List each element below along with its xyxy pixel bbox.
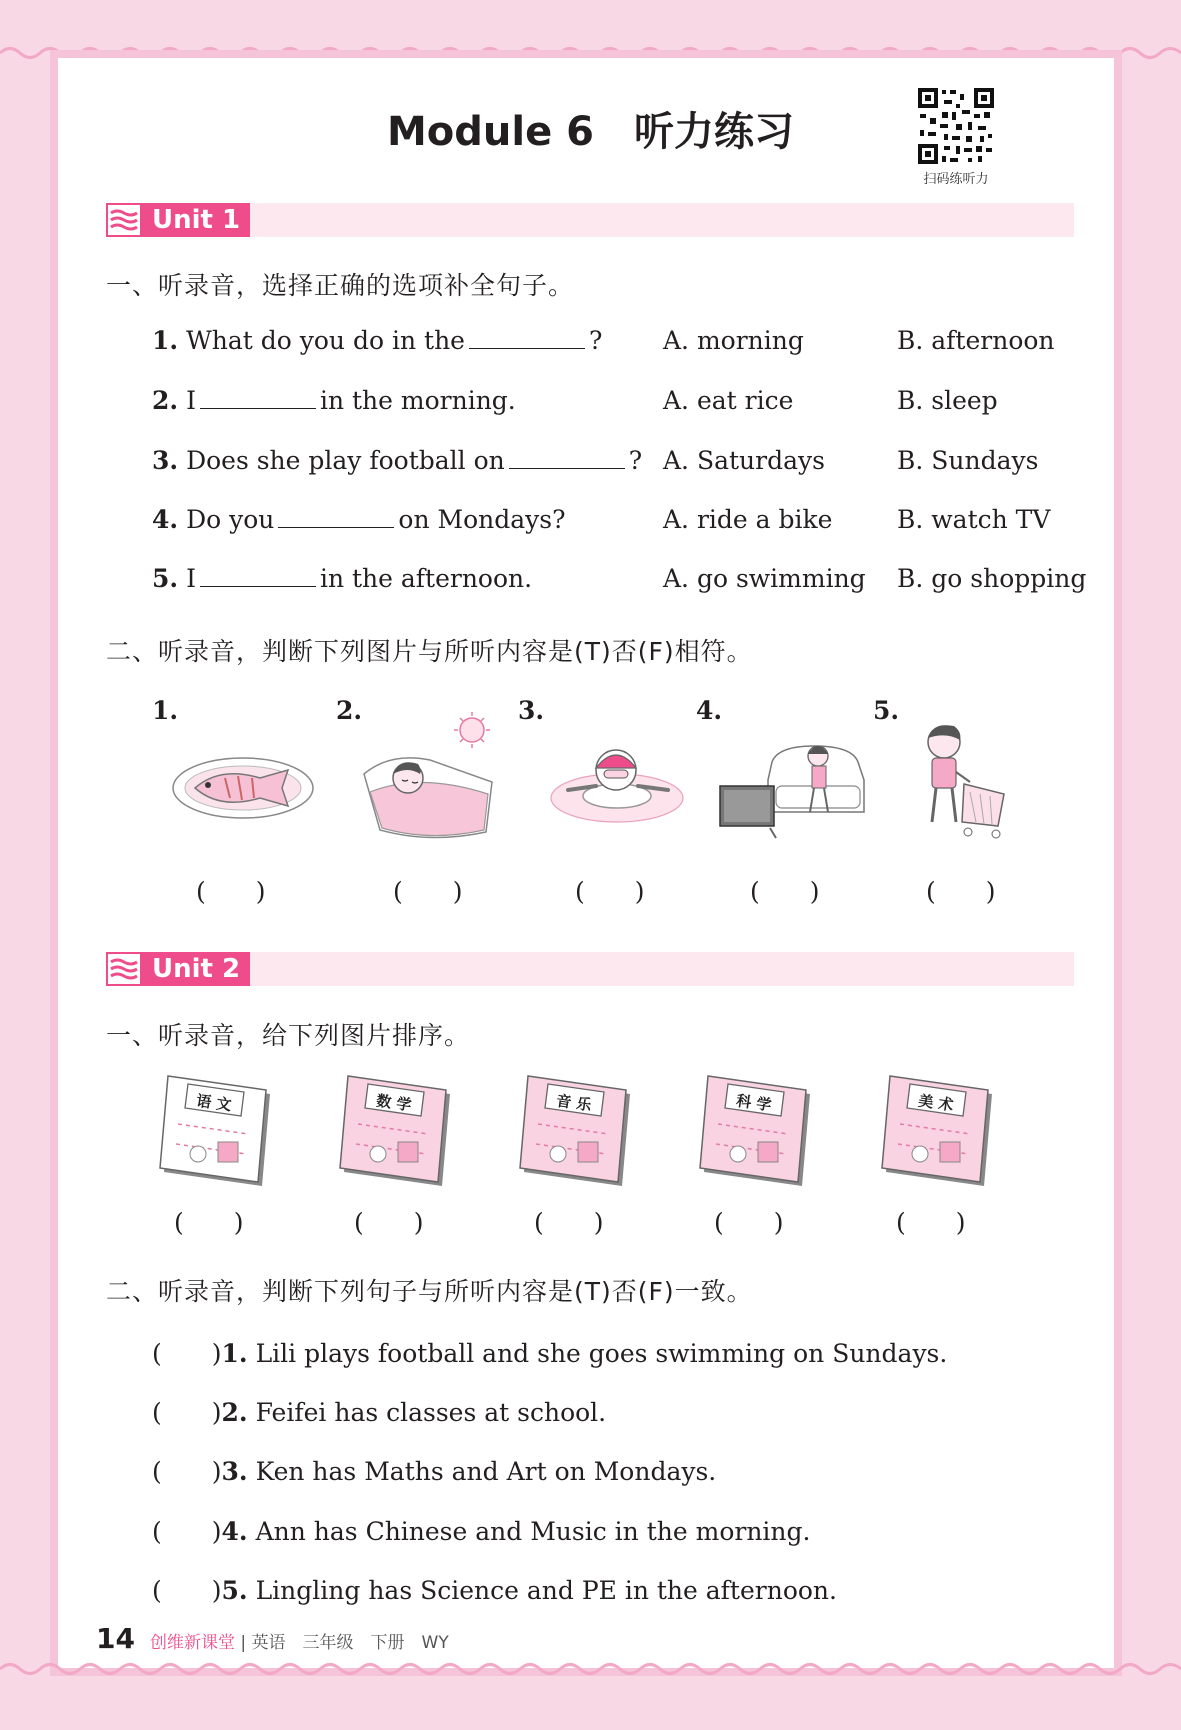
item-number: 2. xyxy=(221,1398,248,1427)
item-number: 1. xyxy=(221,1339,248,1368)
option-a[interactable]: A. go swimming xyxy=(663,564,866,593)
question-row xyxy=(152,326,602,355)
unit1-section1-heading: 一、听录音，选择正确的选项补全句子。 xyxy=(106,271,575,300)
question-text-after: in the afternoon. xyxy=(319,564,533,593)
answer-parentheses[interactable]: ( ) xyxy=(152,1517,222,1546)
footer-book-info: 英语 三年级 下册 WY xyxy=(251,1633,449,1653)
unit2-section2-heading: 二、听录音，判断下列句子与所听内容是(T)否(F)一致。 xyxy=(106,1277,753,1306)
question-text-before: I xyxy=(186,386,196,415)
wave-lines-icon xyxy=(106,952,142,986)
answer-parentheses[interactable]: ( ) xyxy=(196,877,266,906)
qr-caption: 扫码练听力 xyxy=(923,172,989,187)
answer-parentheses[interactable]: ( ) xyxy=(152,1576,222,1605)
option-a[interactable]: A. Saturdays xyxy=(663,446,825,475)
item-text: Lili plays football and she goes swimming on Sundays. xyxy=(255,1339,948,1368)
answer-blank[interactable] xyxy=(200,386,316,409)
answer-parentheses[interactable]: ( ) xyxy=(896,1208,966,1237)
girl-sofa-tv-icon xyxy=(718,732,866,844)
picture-number: 3. xyxy=(518,696,545,725)
answer-parentheses[interactable]: ( ) xyxy=(174,1208,244,1237)
question-row xyxy=(152,564,532,593)
question-text-after: ? xyxy=(628,446,643,475)
science-book-icon xyxy=(698,1074,818,1194)
unit2-section1-heading: 一、听录音，给下列图片排序。 xyxy=(106,1021,471,1050)
question-row xyxy=(152,446,642,475)
unit1-tag xyxy=(106,203,250,237)
question-row xyxy=(152,386,516,415)
music-book-icon xyxy=(518,1074,638,1194)
answer-parentheses[interactable]: ( ) xyxy=(750,877,820,906)
item-text: Feifei has classes at school. xyxy=(255,1398,607,1427)
option-a[interactable]: A. ride a bike xyxy=(663,505,833,534)
footer-separator: | xyxy=(240,1633,247,1653)
answer-parentheses[interactable]: ( ) xyxy=(926,877,996,906)
item-number: 3. xyxy=(221,1457,248,1486)
question-number: 3. xyxy=(152,446,179,475)
swimming-child-icon xyxy=(548,738,686,828)
true-false-item xyxy=(152,1452,716,1488)
book-title: 音 乐 xyxy=(555,1091,593,1115)
wave-lines-icon xyxy=(106,203,142,237)
option-a[interactable]: A. morning xyxy=(663,326,804,355)
answer-parentheses[interactable]: ( ) xyxy=(152,1398,222,1427)
question-text-before: I xyxy=(186,564,196,593)
answer-parentheses[interactable]: ( ) xyxy=(152,1457,222,1486)
item-text: Ann has Chinese and Music in the morning. xyxy=(255,1517,811,1546)
answer-parentheses[interactable]: ( ) xyxy=(354,1208,424,1237)
item-number: 5. xyxy=(221,1576,248,1605)
item-text: Lingling has Science and PE in the afternoon. xyxy=(255,1576,837,1605)
footer-brand: 创维新课堂 xyxy=(150,1633,235,1653)
answer-parentheses[interactable]: ( ) xyxy=(152,1339,222,1368)
chinese-book-icon xyxy=(158,1074,278,1194)
qr-code-icon[interactable] xyxy=(916,86,996,166)
unit2-tag xyxy=(106,952,250,986)
unit2-label: Unit 2 xyxy=(152,954,241,984)
page-title: Module 6 听力练习 xyxy=(387,109,794,155)
answer-blank[interactable] xyxy=(469,326,585,349)
answer-blank[interactable] xyxy=(278,505,394,528)
question-number: 2. xyxy=(152,386,179,415)
bottom-wavy-border xyxy=(0,1660,1181,1678)
true-false-item xyxy=(152,1571,837,1607)
answer-parentheses[interactable]: ( ) xyxy=(534,1208,604,1237)
true-false-item xyxy=(152,1512,810,1548)
option-b[interactable]: B. go shopping xyxy=(897,564,1087,593)
unit2-bar xyxy=(106,952,1074,986)
book-title: 数 学 xyxy=(375,1091,413,1115)
option-a[interactable]: A. eat rice xyxy=(663,386,794,415)
question-text-after: ? xyxy=(588,326,603,355)
page-number: 14 xyxy=(96,1622,135,1655)
unit1-section2-heading: 二、听录音，判断下列图片与所听内容是(T)否(F)相符。 xyxy=(106,637,753,666)
picture-number: 5. xyxy=(873,696,900,725)
question-text-after: in the morning. xyxy=(319,386,516,415)
item-number: 4. xyxy=(221,1517,248,1546)
book-title: 语 文 xyxy=(195,1091,233,1115)
art-book-icon xyxy=(880,1074,1000,1194)
option-b[interactable]: B. Sundays xyxy=(897,446,1039,475)
picture-number: 1. xyxy=(152,696,179,725)
option-b[interactable]: B. sleep xyxy=(897,386,998,415)
sleeping-child-icon xyxy=(360,712,496,844)
question-text-after: on Mondays? xyxy=(398,505,566,534)
true-false-item xyxy=(152,1334,947,1370)
fish-plate-icon xyxy=(170,752,316,822)
option-b[interactable]: B. watch TV xyxy=(897,505,1051,534)
answer-blank[interactable] xyxy=(200,564,316,587)
item-text: Ken has Maths and Art on Mondays. xyxy=(255,1457,717,1486)
book-title: 美 术 xyxy=(917,1091,955,1115)
boy-shopping-cart-icon xyxy=(918,722,1010,846)
footer-info xyxy=(150,1628,449,1653)
picture-number: 4. xyxy=(696,696,723,725)
question-text-before: What do you do in the xyxy=(186,326,465,355)
question-number: 1. xyxy=(152,326,179,355)
question-text-before: Do you xyxy=(186,505,275,534)
answer-parentheses[interactable]: ( ) xyxy=(575,877,645,906)
question-row xyxy=(152,505,566,534)
true-false-item xyxy=(152,1393,606,1429)
option-b[interactable]: B. afternoon xyxy=(897,326,1055,355)
question-number: 5. xyxy=(152,564,179,593)
question-text-before: Does she play football on xyxy=(186,446,505,475)
maths-book-icon xyxy=(338,1074,458,1194)
answer-parentheses[interactable]: ( ) xyxy=(393,877,463,906)
answer-blank[interactable] xyxy=(509,446,625,469)
unit1-bar xyxy=(106,203,1074,237)
answer-parentheses[interactable]: ( ) xyxy=(714,1208,784,1237)
question-number: 4. xyxy=(152,505,179,534)
picture-number: 2. xyxy=(336,696,363,725)
book-title: 科 学 xyxy=(735,1091,773,1115)
unit1-label: Unit 1 xyxy=(152,205,241,235)
